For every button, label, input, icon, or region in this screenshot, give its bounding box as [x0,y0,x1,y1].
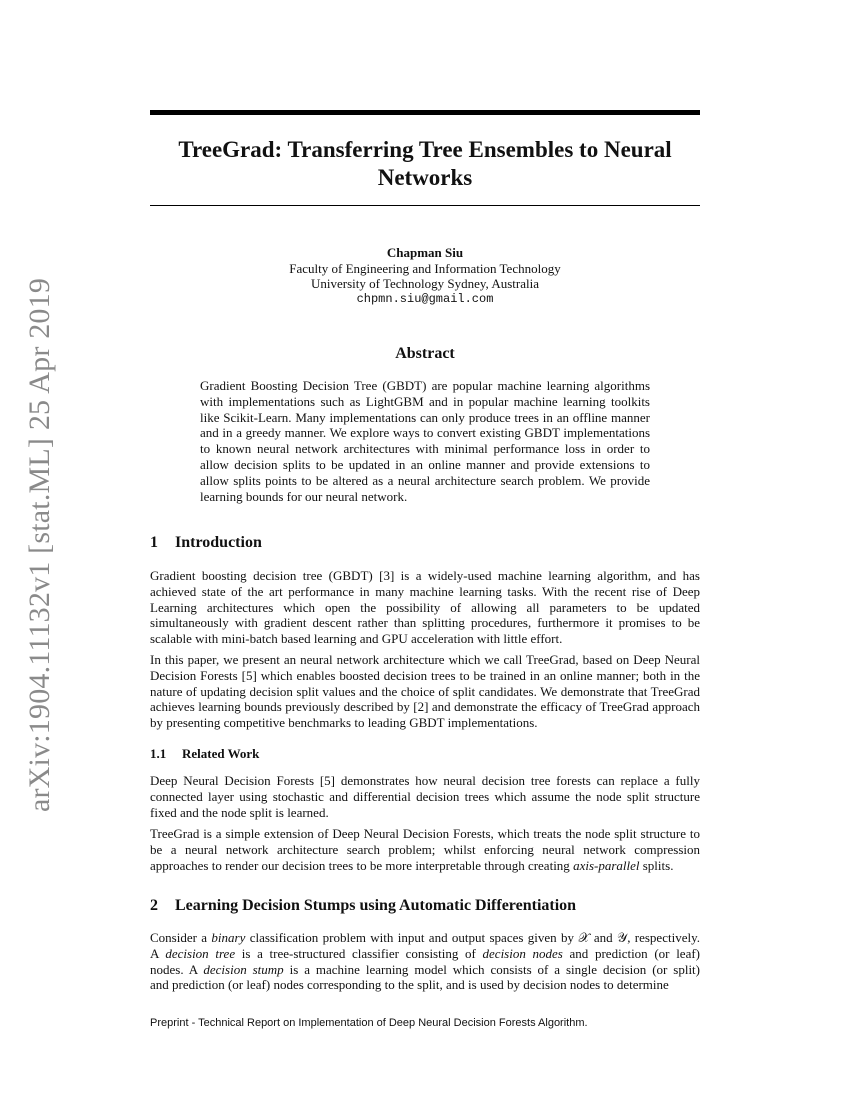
text-run: classification problem with input and output spaces given by [245,930,579,945]
paragraph-line [150,930,700,946]
text-run: A [150,945,166,961]
intro-paragraph-2: In this paper, we present an neural network architecture which we call TreeGrad, based on Deep Neural Decision Forests [5] which enables boosted decision trees to be trained in an online manner; both in the nature of updating decision split values and the choice of split candidates. We demonstrate that TreeGrad achieves learning bounds previously described by [2] and demonstrate the efficacy of TreeGrad approach by presenting competitive benchmarks to leading GBDT implementations. [150,652,700,731]
decision-tree-emphasis: decision tree [165,945,236,961]
text-run: and prediction (or leaf) [562,945,700,961]
abstract-text: Gradient Boosting Decision Tree (GBDT) are popular machine learning algorithms with implementations such as LightGBM and in popular machine learning toolkits like Scikit-Learn. Many implementations can only produce trees in an offline manner and in a greedy manner. We explore ways to convert existing GBDT implementations to known neural network architectures with minimal performance loss in order to allow decision splits to be updated in an online manner and provide extensions to allow splits points to be altered as a neural architecture search problem. We provide learning bounds for our neural network. [200,378,650,504]
subsection-heading-related-work [150,746,710,762]
axis-parallel-emphasis: axis-parallel [573,857,640,873]
text-run: is a machine learning model which consists of a single decision (or split) [283,961,700,977]
section-heading-introduction [150,533,710,553]
decision-stumps-paragraph [150,930,700,993]
author-name: Chapman Siu [386,245,464,260]
related-work-text-a: TreeGrad is a simple extension of Deep Neural Decision Forests, which treats the node split structure to be a neural network architecture search problem; whilst enforcing neural network compression approaches to render our decision trees to be more interpretable through creating [150,826,700,873]
output-space-symbol: 𝒴 [616,930,628,945]
binary-emphasis: binary [211,930,246,945]
title-bottom-rule [150,205,700,206]
related-work-text-b: splits. [639,857,674,873]
author-email: chpmn.siu@gmail.com [356,291,494,306]
paper-title: TreeGrad: Transferring Tree Ensembles to Neural Networks [178,137,672,190]
text-run: nodes. A [150,961,204,977]
section-heading-decision-stumps [150,896,710,916]
related-work-paragraph-2 [150,826,700,873]
text-run: Consider a [150,930,212,945]
section-title: Learning Decision Stumps using Automatic Differentiation [175,897,577,914]
preprint-footnote: Preprint - Technical Report on Implementation of Deep Neural Decision Forests Algorithm. [150,1017,588,1029]
paragraph-line [150,962,700,978]
author-block [150,245,700,307]
paragraph-line [150,946,700,962]
decision-stump-emphasis: decision stump [203,961,284,977]
section-number: 2 [150,897,158,914]
paragraph-line: and prediction (or leaf) nodes corresponding to the split, and is used by decision nodes to determine [150,977,669,993]
input-space-symbol: 𝒳 [578,930,590,945]
text-run: , respectively. [627,930,700,945]
related-work-paragraph-1: Deep Neural Decision Forests [5] demonstrates how neural decision tree forests can replace a fully connected layer using stochastic and differential decision trees which assume the node split structure fixed and the node split is learned. [150,773,700,820]
text-run: and [589,930,617,945]
arxiv-identifier-text: arXiv:1904.11132v1 [stat.ML] 25 Apr 2019 [23,277,56,813]
section-number: 1 [150,534,158,551]
section-title: Introduction [175,534,262,551]
text-run: is a tree-structured classifier consisting of [235,945,483,961]
title-top-rule [150,110,700,115]
subsection-number: 1.1 [150,746,167,761]
intro-paragraph-1: Gradient boosting decision tree (GBDT) [3] is a widely-used machine learning algorithm, and has achieved state of the art performance in many machine learning tasks. With the recent rise of Deep Learning architectures which open the possibility of allowing all parameters to be updated simultaneously with gradient descent rather than splitting procedures, furthermore it promises to be scalable with mini-batch based learning and GPU acceleration with little effort. [150,568,700,647]
author-university: University of Technology Sydney, Australia [310,276,539,291]
author-faculty: Faculty of Engineering and Information Technology [289,260,561,276]
subsection-title: Related Work [182,746,260,761]
decision-nodes-emphasis: decision nodes [482,945,563,961]
abstract-heading: Abstract [395,345,455,362]
